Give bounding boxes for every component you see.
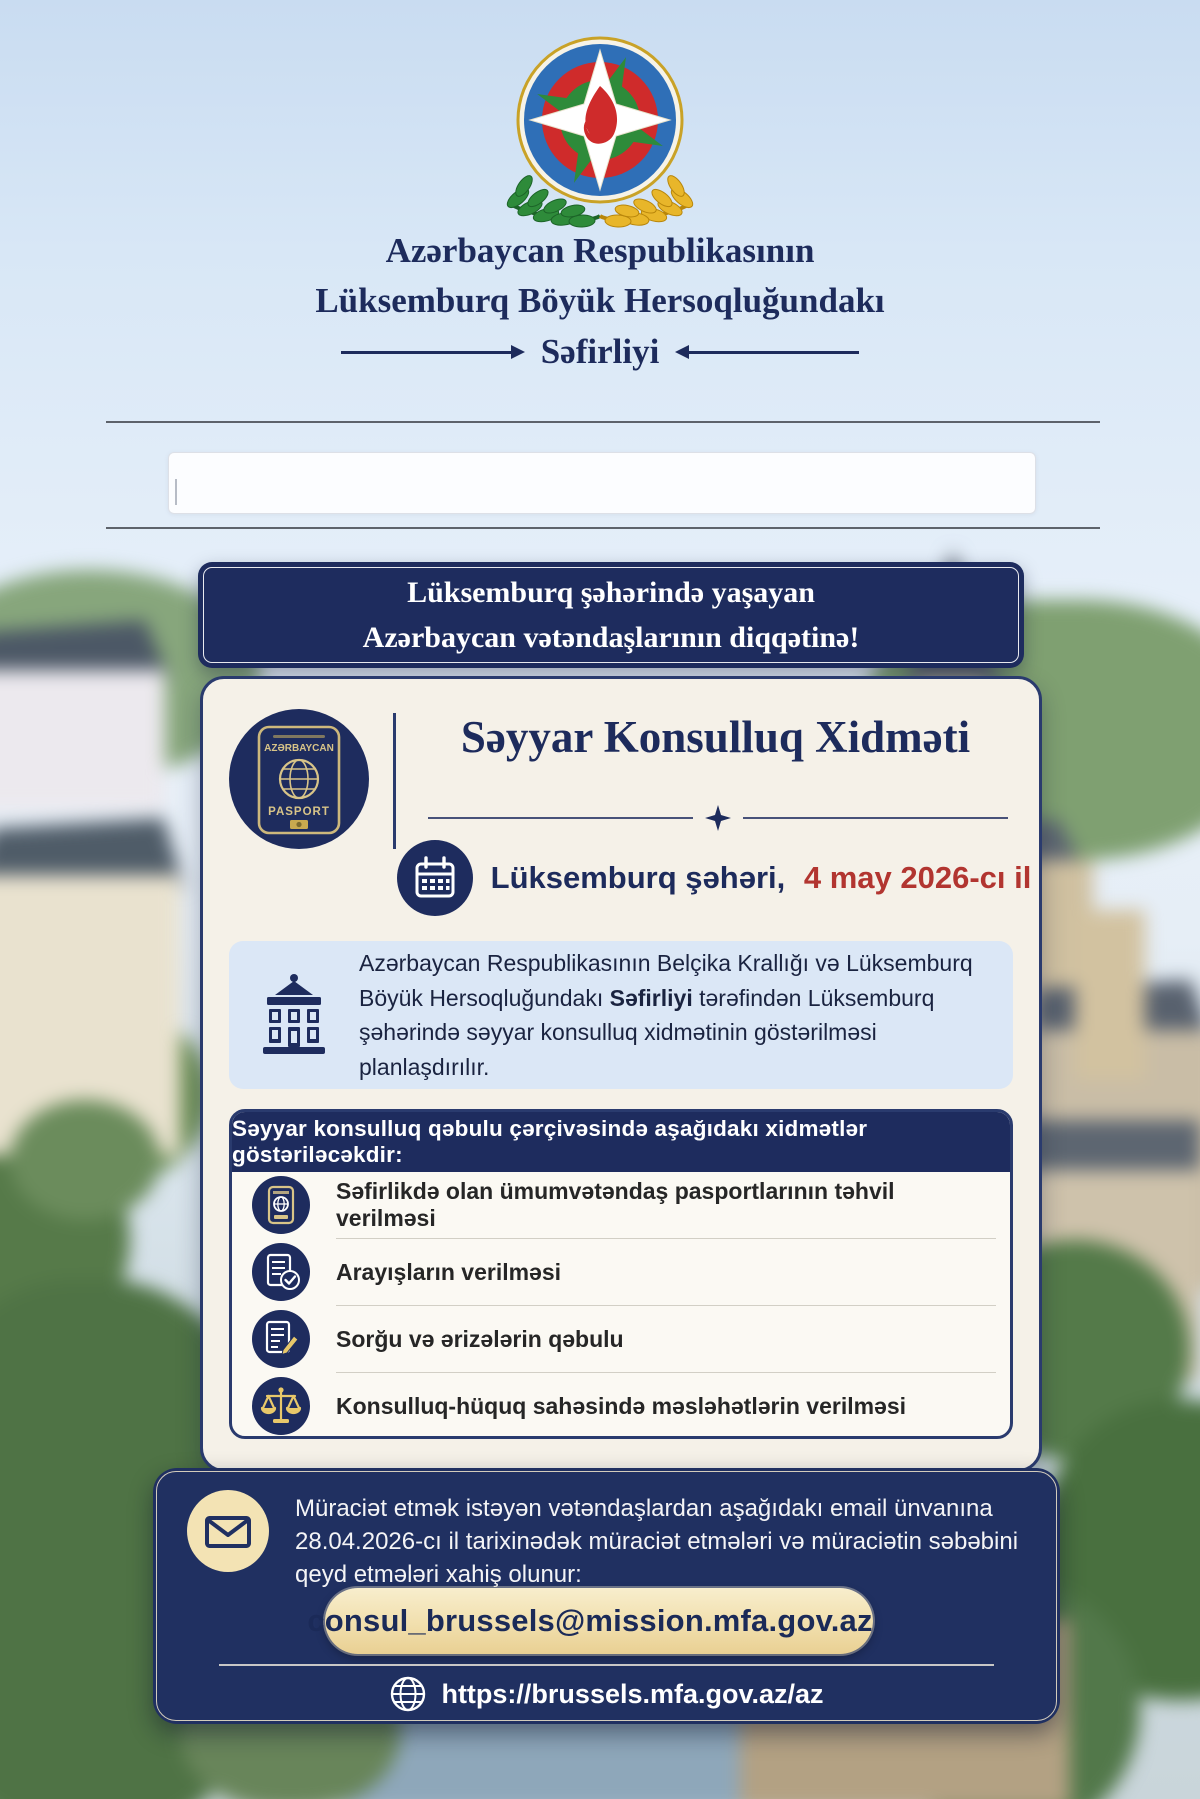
embassy-title-line2: Lüksemburq Böyük Hersoqluğundakı (315, 280, 885, 320)
info-paragraph: Azərbaycan Respublikasının Belçika Krallığı və Lüksemburq Böyük Hersoqluğundakı Səfirliyi tərəfindən Lüksemburq şəhərində səyyar konsulluq xidmətinin göstərilməsi planlaşdırılır. (359, 950, 973, 1080)
embassy-word-bold: Səfirliyi (609, 984, 693, 1011)
attention-banner-line1: Lüksemburq şəhərində yaşayan (407, 576, 815, 609)
service-card (200, 676, 1042, 1472)
application-form-icon (252, 1310, 310, 1368)
email-address: consul_brussels@mission.mfa.gov.az (307, 1603, 873, 1638)
contact-card (153, 1468, 1060, 1724)
letterhead-rule-bottom (106, 527, 1100, 529)
services-box (229, 1109, 1013, 1439)
left-arrow-ornament (341, 345, 525, 359)
contact-divider (219, 1664, 994, 1666)
service-item-legal-advice (232, 1373, 1010, 1439)
service-item-applications (232, 1306, 1010, 1372)
service-item-certificates (232, 1239, 1010, 1305)
certificate-check-icon (252, 1243, 310, 1301)
title-divider (428, 805, 1008, 831)
calendar-icon (397, 840, 473, 916)
azerbaijan-emblem (468, 28, 732, 228)
passport-icon (252, 1176, 310, 1234)
service-item-label: Konsulluq-hüquq sahəsində məsləhətlərin verilməsi (336, 1392, 907, 1419)
services-header: Səyyar konsulluq qəbulu çərçivəsində aşağıdakı xidmətlər göstəriləcəkdir: (232, 1112, 1010, 1172)
attention-banner-line2: Azərbaycan vətəndaşlarının diqqətinə! (362, 621, 860, 654)
website-link[interactable] (153, 1674, 1060, 1714)
email-envelope-icon (187, 1490, 269, 1572)
svg-text:PASPORT: PASPORT (268, 806, 330, 818)
right-arrow-ornament (675, 345, 859, 359)
globe-icon (389, 1675, 427, 1713)
blank-field (168, 452, 1036, 514)
embassy-building-icon (255, 973, 333, 1057)
embassy-title (0, 226, 1200, 377)
email-link[interactable] (307, 1588, 873, 1654)
cursor-mark (175, 479, 177, 505)
header-vertical-divider (393, 713, 396, 849)
service-item-label: Sorğu və ərizələrin qəbulu (336, 1325, 624, 1352)
star-ornament-icon (705, 805, 731, 831)
svg-text:AZƏRBAYCAN: AZƏRBAYCAN (264, 743, 334, 754)
service-card-title: Səyyar Konsulluq Xidməti (460, 712, 971, 762)
embassy-title-line3: Səfirliyi (540, 332, 660, 372)
letterhead-rule-top (106, 421, 1100, 423)
embassy-title-line1: Azərbaycan Respublikasının (385, 231, 815, 270)
passport-badge-icon (229, 709, 369, 849)
legal-scales-icon (252, 1377, 310, 1435)
service-item-label: Səfirlikdə olan ümumvətəndaş pasportlarının təhvil verilməsi (336, 1178, 895, 1231)
attention-banner (198, 562, 1024, 668)
event-date: 4 may 2026-cı il (803, 860, 1032, 895)
service-item-passports (232, 1172, 1010, 1238)
contact-instructions: Müraciət etmək istəyən vətəndaşlardan aşağıdakı email ünvanına 28.04.2026-cı il tarixinədək müraciət etmələri və müraciətin səbəbini qeyd etmələri xahiş olunur: (295, 1495, 1019, 1589)
event-location: Lüksemburq şəhəri, (490, 860, 786, 895)
date-row (403, 835, 1032, 921)
website-url: https://brussels.mfa.gov.az/az (441, 1678, 824, 1709)
service-item-label: Arayışların verilməsi (336, 1258, 562, 1285)
info-box (229, 941, 1013, 1089)
